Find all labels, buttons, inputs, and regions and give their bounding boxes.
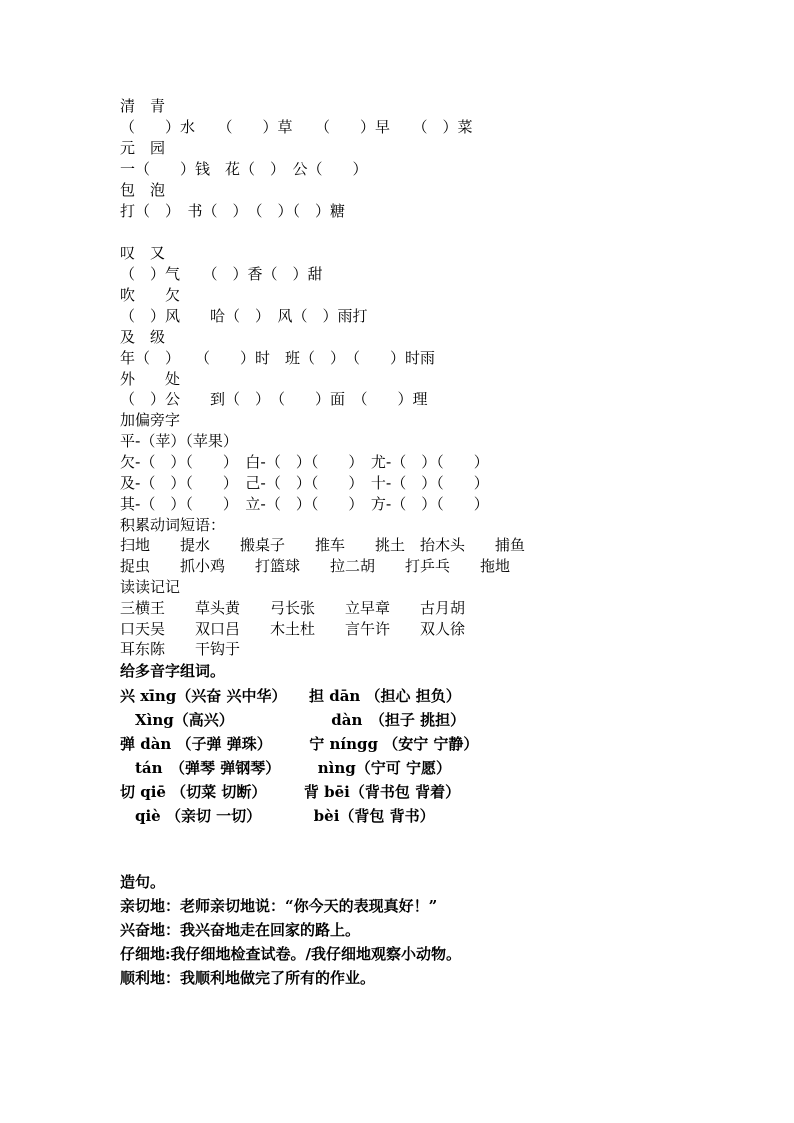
radical-row: 其-（ ）（ ） 立-（ ）（ ） 方-（ ）（ ）	[120, 495, 489, 513]
verb-phrase-row: 扫地 提水 搬桌子 推车 挑土 抬木头 捕鱼	[120, 536, 526, 554]
polyphone-row: Xìng（高兴） dàn （担子 挑担）	[120, 711, 466, 729]
exercise-line: （ ）公 到（ ） （ ）面 （ ）理	[120, 390, 428, 408]
char-pair-yuan: 元 园	[120, 139, 166, 157]
char-pair-tan: 叹 又	[120, 244, 166, 262]
char-pair-wai: 外 处	[120, 370, 181, 388]
section-heading-sentences: 造句。	[120, 873, 166, 891]
polyphone-row: 弹 dàn （子弹 弹珠） 宁 níngg （安宁 宁静）	[120, 735, 479, 753]
section-heading-verb-phrases: 积累动词短语：	[120, 516, 226, 534]
char-pair-qing: 清 青	[120, 97, 166, 115]
polyphone-row: qiè （亲切 一切） bèi（背包 背书）	[120, 807, 435, 825]
radical-example: 平-（苹）（苹果）	[120, 432, 238, 450]
memorize-row: 耳东陈 干钩于	[120, 640, 241, 658]
memorize-row: 口天吴 双口吕 木土杜 言午许 双人徐	[120, 620, 466, 638]
sentence-row: 亲切地：老师亲切地说：“你今天的表现真好！”	[120, 897, 438, 915]
char-pair-ji: 及 级	[120, 328, 166, 346]
polyphone-row: 切 qiē （切菜 切断） 背 bēi（背书包 背着）	[120, 783, 461, 801]
sentence-row: 兴奋地：我兴奋地走在回家的路上。	[120, 921, 361, 939]
radical-row: 及-（ ）（ ） 己-（ ）（ ） 十-（ ）（ ）	[120, 474, 489, 492]
exercise-line: 年（ ） （ ）时 班（ ） （ ）时雨	[120, 349, 436, 367]
polyphone-row: 兴 xīng（兴奋 兴中华） 担 dān （担心 担负）	[120, 687, 461, 705]
exercise-line: （ ）风 哈（ ） 风（ ）雨打	[120, 307, 368, 325]
section-heading-memorize: 读读记记	[120, 578, 181, 596]
sentence-row: 顺利地：我顺利地做完了所有的作业。	[120, 969, 376, 987]
sentence-row: 仔细地:我仔细地检查试卷。/我仔细地观察小动物。	[120, 945, 462, 963]
polyphone-row: tán （弹琴 弹钢琴） nìng（宁可 宁愿）	[120, 759, 451, 777]
radical-row: 欠-（ ）（ ） 白-（ ）（ ） 尤-（ ）（ ）	[120, 453, 489, 471]
exercise-line: 一（ ）钱 花（ ） 公（ ）	[120, 160, 368, 178]
section-heading-radicals: 加偏旁字	[120, 411, 181, 429]
exercise-line: 打（ ） 书（ ） （ ）（ ）糖	[120, 202, 346, 220]
exercise-line: （ ）气 （ ）香（ ）甜	[120, 265, 323, 283]
memorize-row: 三横王 草头黄 弓长张 立早章 古月胡	[120, 599, 466, 617]
char-pair-chui: 吹 欠	[120, 286, 181, 304]
exercise-line: （ ）水 （ ）草 （ ）早 （ ）菜	[120, 118, 473, 136]
verb-phrase-row: 捉虫 抓小鸡 打篮球 拉二胡 打乒乓 拖地	[120, 557, 511, 575]
section-heading-polyphones: 给多音字组词。	[120, 662, 226, 680]
char-pair-bao: 包 泡	[120, 181, 166, 199]
